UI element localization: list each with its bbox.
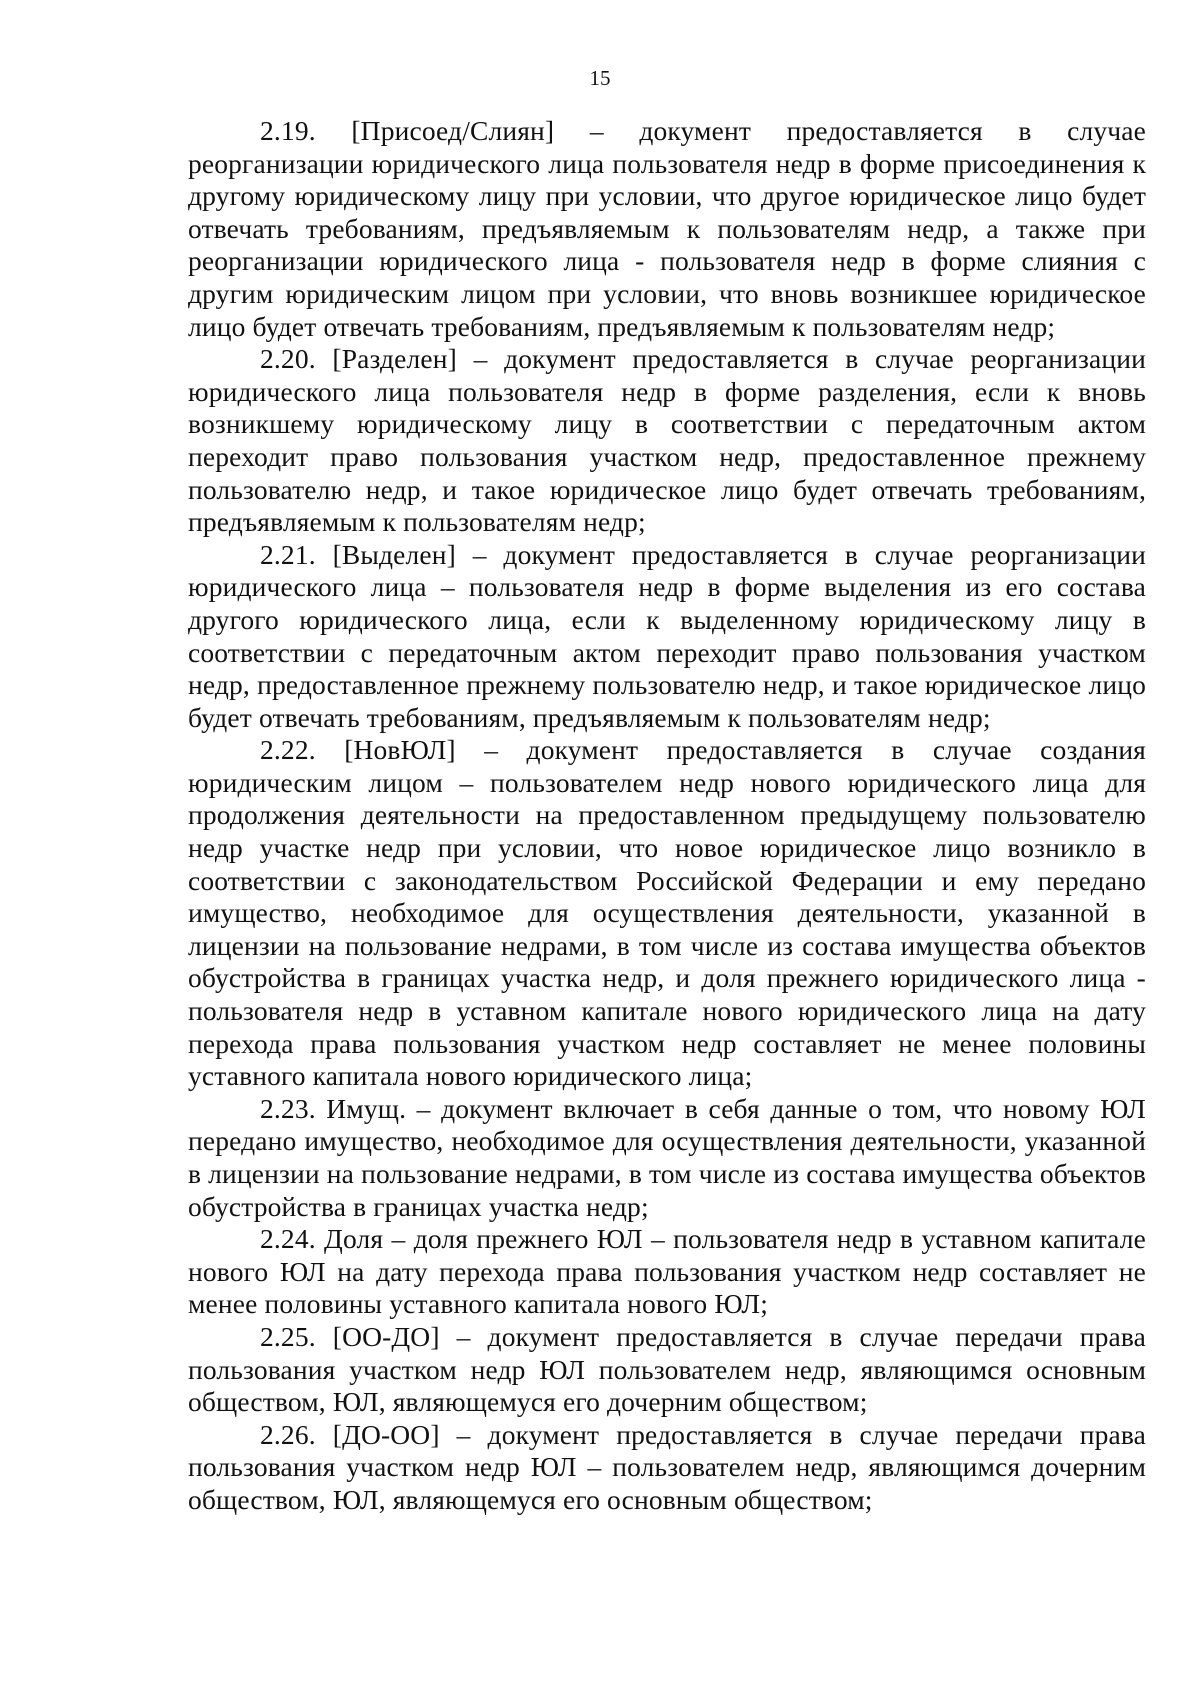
paragraph-2-23: 2.23. Имущ. – документ включает в себя данные о том, что новому ЮЛ передано имущество, необходимое для осуществления деятельности, указанной в лицензии на пользование недрами, в том числе из состава имущества объектов обустройства в границах участка недр; (188, 1092, 1146, 1222)
page-number: 15 (589, 66, 611, 90)
paragraph-2-24: 2.24. Доля – доля прежнего ЮЛ – пользователя недр в уставном капитале нового ЮЛ на дату перехода права пользования участком недр составляет не менее половины уставного капитала нового ЮЛ; (188, 1223, 1146, 1320)
document-body (188, 115, 1146, 1517)
paragraph-2-21: 2.21. [Выделен] – документ предоставляется в случае реорганизации юридического лица – пользователя недр в форме выделения из его состава другого юридического лица, если к выделенному юридическому лицу в соответствии с передаточным актом переходит право пользования участком недр, предоставленное прежнему пользователю недр, и такое юридическое лицо будет отвечать требованиям, предъявляемым к пользователям недр; (188, 538, 1146, 733)
paragraph-2-19: 2.19. [Присоед/Слиян] – документ предоставляется в случае реорганизации юридического лица пользователя недр в форме присоединения к другому юридическому лицу при условии, что другое юридическое лицо будет отвечать требованиям, предъявляемым к пользователям недр, а также при реорганизации юридического лица - пользователя недр в форме слияния с другим юридическим лицом при условии, что вновь возникшее юридическое лицо будет отвечать требованиям, предъявляемым к пользователям недр; (188, 115, 1146, 342)
paragraph-2-26: 2.26. [ДО-ОО] – документ предоставляется в случае передачи права пользования участком недр ЮЛ – пользователем недр, являющимся дочерним обществом, ЮЛ, являющемуся его основным обществом; (188, 1418, 1146, 1515)
paragraph-2-22: 2.22. [НовЮЛ] – документ предоставляется в случае создания юридическим лицом – пользователем недр нового юридического лица для продолжения деятельности на предоставленном предыдущему пользователю недр участке недр при условии, что новое юридическое лицо возникло в соответствии с законодательством Российской Федерации и ему передано имущество, необходимое для осуществления деятельности, указанной в лицензии на пользование недрами, в том числе из состава имущества объектов обустройства в границах участка недр, и доля прежнего юридического лица - пользователя недр в уставном капитале нового юридического лица на дату перехода права пользования участком недр составляет не менее половины уставного капитала нового юридического лица; (188, 734, 1146, 1092)
paragraph-2-25: 2.25. [ОО-ДО] – документ предоставляется в случае передачи права пользования участком недр ЮЛ пользователем недр, являющимся основным обществом, ЮЛ, являющемуся его дочерним обществом; (188, 1320, 1146, 1418)
paragraph-2-20: 2.20. [Разделен] – документ предоставляется в случае реорганизации юридического лица пользователя недр в форме разделения, если к вновь возникшему юридическому лицу в соответствии с передаточным актом переходит право пользования участком недр, предоставленное прежнему пользователю недр, и такое юридическое лицо будет отвечать требованиям, предъявляемым к пользователям недр; (188, 343, 1146, 538)
